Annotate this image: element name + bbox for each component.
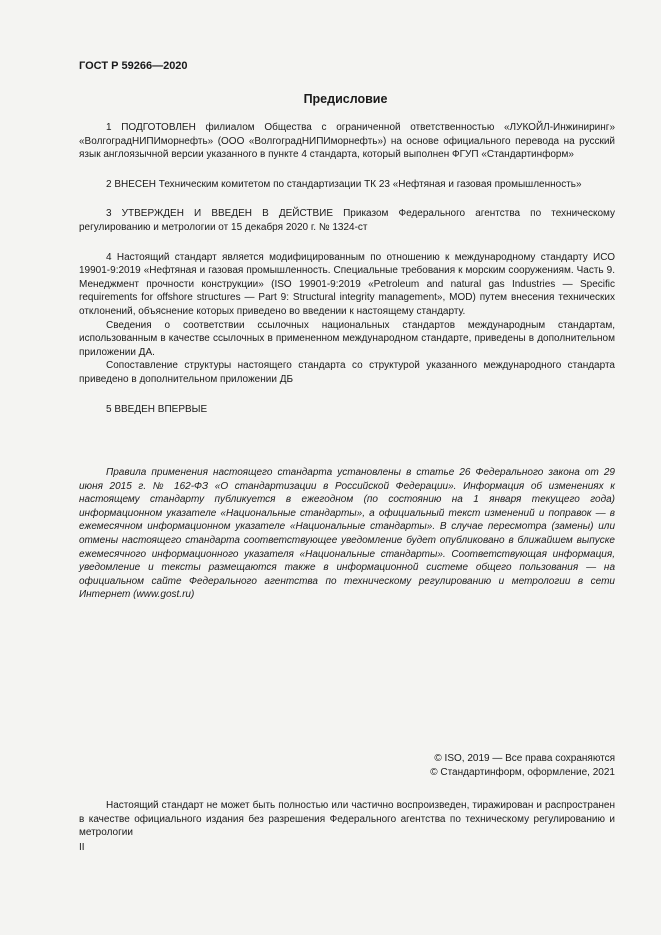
application-rules-notice: Правила применения настоящего стандарта установлены в статье 26 Федерального закона от 29 июня 2015 г. № 162-ФЗ «О стандартизации в Российской Федерации». Информация об изменениях к настоящему стандарту публикуется в ежегодном (по состоянию на 1 января текущего года) информационном указателе «Национальные стандарты», а официальный текст изменений и поправок — в ежемесячном информационном указателе «Национальные стандарты». В случае пересмотра (замены) или отмены настоящего стандарта соответствующее уведомление будет опубликовано в ближайшем выпуске ежемесячного информационного указателя «Национальные стандарты». Соответствующая информация, уведомление и тексты размещаются также в информационной системе общего пользования — на официальном сайте Федерального агентства по техническому регулированию и метрологии в сети Интернет (www.gost.ru): [79, 467, 615, 601]
paragraph-structure: Сопоставление структуры настоящего стандарта со структурой указанного международного стандарта приведено в дополнительном приложении ДБ: [79, 360, 615, 385]
page-number: II: [79, 842, 85, 853]
copyright-iso: © ISO, 2019 — Все права сохраняются: [434, 753, 615, 764]
paragraph-introduced: 2 ВНЕСЕН Техническим комитетом по стандартизации ТК 23 «Нефтяная и газовая промышленность»: [106, 178, 582, 190]
foreword-body: [79, 121, 615, 416]
page-title: Предисловие: [303, 92, 388, 106]
copyright-block: [430, 752, 615, 780]
copyright-standartinform: © Стандартинформ, оформление, 2021: [430, 767, 615, 778]
paragraph-prepared: 1 ПОДГОТОВЛЕН филиалом Общества с ограниченной ответственностью «ЛУКОЙЛ-Инжиниринг» «ВолгоградНИПИморнефть» (ООО «ВолгоградНИПИморнефть») на основе официального перевода на русский язык англоязычной версии указанного в пункте 4 стандарта, который выполнен ФГУП «Стандартинформ»: [79, 122, 615, 161]
reproduction-rights: Настоящий стандарт не может быть полностью или частично воспроизведен, тиражирован и распространен в качестве официального издания без разрешения Федерального агентства по техническому регулированию и метрологии: [79, 800, 615, 839]
paragraph-first-time: 5 ВВЕДЕН ВПЕРВЫЕ: [106, 403, 208, 415]
paragraph-references: Сведения о соответствии ссылочных национальных стандартов международным стандартам, использованным в качестве ссылочных в примененном международном стандарте, приведены в дополнительном приложении ДА.: [79, 319, 615, 358]
paragraph-modified: 4 Настоящий стандарт является модифицированным по отношению к международному стандарту ИСО 19901-9:2019 «Нефтяная и газовая промышленность. Специальные требования к морским сооружениям. Часть 9. Менеджмент прочности конструкции» (ISO 19901-9:2019 «Petroleum and natural gas Industries — Specific requirements for offshore structures — Part 9: Structural integrity management», MOD) путем внесения технических отклонений, объяснение которых приведено во введении к настоящему стандарту.: [79, 251, 615, 317]
paragraph-approved: 3 УТВЕРЖДЕН И ВВЕДЕН В ДЕЙСТВИЕ Приказом Федерального агентства по техническому регулированию и метрологии от 15 декабря 2020 г. № 1324-ст: [79, 208, 615, 233]
standard-id-header: ГОСТ Р 59266—2020: [79, 60, 188, 72]
